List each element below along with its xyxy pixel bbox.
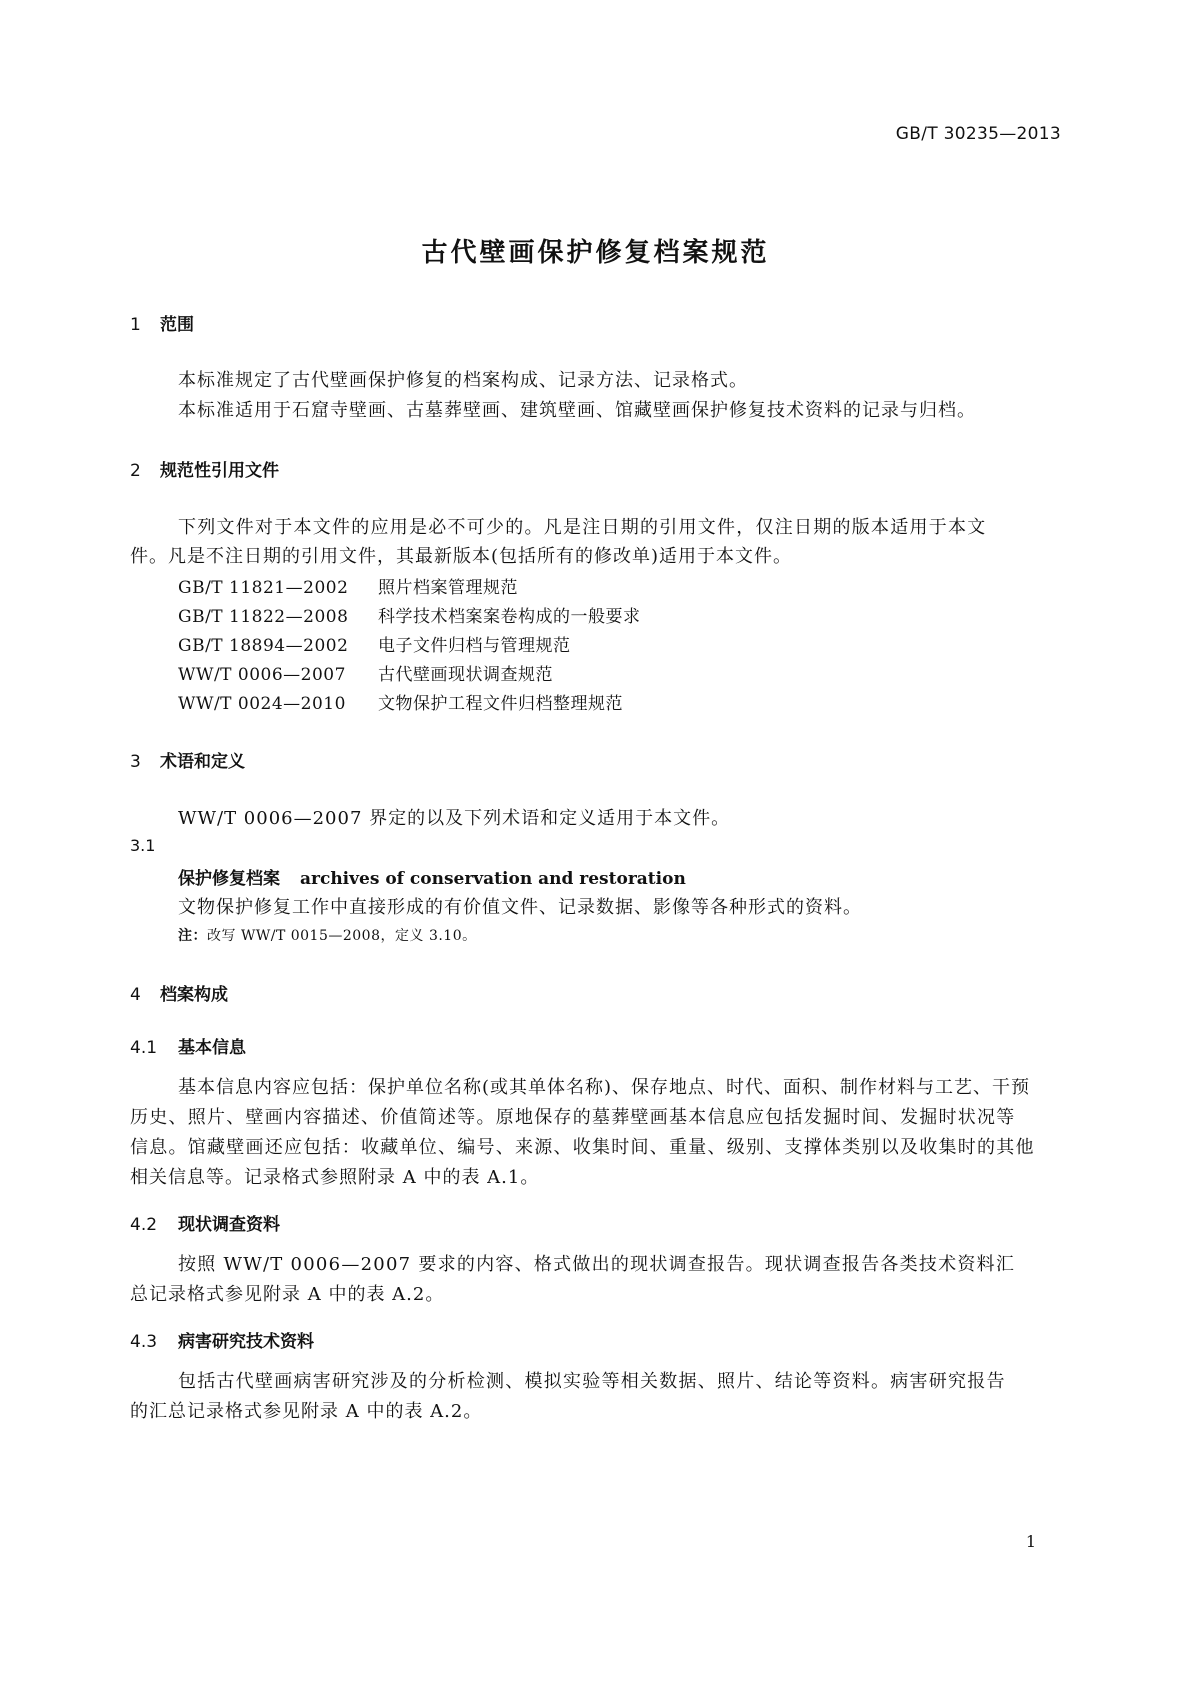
term-note xyxy=(178,925,477,945)
paragraph-line: 历史、照片、壁画内容描述、价值简述等。原地保存的墓葬壁画基本信息应包括发掘时间、发掘时状况等 xyxy=(130,1107,1016,1128)
page-number: 1 xyxy=(1025,1532,1036,1551)
reference-item xyxy=(178,602,641,627)
paragraph-line: 基本信息内容应包括：保护单位名称(或其单体名称)、保存地点、时代、面积、制作材料与工艺、干预 xyxy=(178,1077,1031,1098)
section-number: 3 xyxy=(130,752,141,772)
reference-item xyxy=(178,631,571,656)
reference-title: 照片档案管理规范 xyxy=(378,578,518,598)
reference-title: 电子文件归档与管理规范 xyxy=(378,636,571,656)
section-title: 范围 xyxy=(160,315,194,335)
reference-title: 文物保护工程文件归档整理规范 xyxy=(378,694,623,714)
term-number: 3.1 xyxy=(130,836,156,855)
subsection-title: 现状调查资料 xyxy=(178,1215,280,1235)
reference-item xyxy=(178,689,623,714)
paragraph: 本标准规定了古代壁画保护修复的档案构成、记录方法、记录格式。 xyxy=(178,370,748,391)
paragraph-line: 相关信息等。记录格式参照附录 A 中的表 A.1。 xyxy=(130,1167,540,1188)
section-number: 4 xyxy=(130,985,141,1005)
term-heading xyxy=(178,864,686,889)
reference-title: 科学技术档案案卷构成的一般要求 xyxy=(378,607,641,627)
section-title: 规范性引用文件 xyxy=(160,461,279,481)
subsection-4-2-heading xyxy=(130,1210,280,1235)
section-4-heading xyxy=(130,980,228,1005)
section-title: 档案构成 xyxy=(160,985,228,1005)
reference-item xyxy=(178,660,553,685)
standard-number: GB/T 30235—2013 xyxy=(895,124,1061,144)
document-title: 古代壁画保护修复档案规范 xyxy=(421,238,770,268)
term-name-zh: 保护修复档案 xyxy=(178,869,280,889)
paragraph-line: 的汇总记录格式参见附录 A 中的表 A.2。 xyxy=(130,1401,483,1422)
paragraph-line: 按照 WW/T 0006—2007 要求的内容、格式做出的现状调查报告。现状调查报告各类技术资料汇 xyxy=(178,1254,1016,1275)
reference-item xyxy=(178,573,518,598)
section-number: 2 xyxy=(130,461,141,481)
reference-code: WW/T 0006—2007 xyxy=(178,665,346,685)
section-3-heading xyxy=(130,747,245,772)
term-definition: 文物保护修复工作中直接形成的有价值文件、记录数据、影像等各种形式的资料。 xyxy=(178,897,862,918)
subsection-number: 4.1 xyxy=(130,1038,158,1058)
note-text: 改写 WW/T 0015—2008，定义 3.10。 xyxy=(207,928,477,944)
paragraph: WW/T 0006—2007 界定的以及下列术语和定义适用于本文件。 xyxy=(178,808,731,829)
section-title: 术语和定义 xyxy=(160,752,245,772)
subsection-4-1-heading xyxy=(130,1033,246,1058)
reference-code: GB/T 11822—2008 xyxy=(178,607,349,627)
reference-code: GB/T 11821—2002 xyxy=(178,578,349,598)
subsection-number: 4.3 xyxy=(130,1332,158,1352)
term-name-en: archives of conservation and restoration xyxy=(300,869,686,889)
paragraph-line: 信息。馆藏壁画还应包括：收藏单位、编号、来源、收集时间、重量、级别、支撑体类别以及收集时的其他 xyxy=(130,1137,1035,1158)
subsection-number: 4.2 xyxy=(130,1215,158,1235)
section-1-heading xyxy=(130,310,194,335)
note-label: 注： xyxy=(178,928,207,944)
paragraph-line: 总记录格式参见附录 A 中的表 A.2。 xyxy=(130,1284,445,1305)
paragraph-line: 包括古代壁画病害研究涉及的分析检测、模拟实验等相关数据、照片、结论等资料。病害研究报告 xyxy=(178,1371,1006,1392)
subsection-title: 基本信息 xyxy=(178,1038,246,1058)
paragraph-line: 件。凡是不注日期的引用文件，其最新版本(包括所有的修改单)适用于本文件。 xyxy=(130,546,793,567)
paragraph: 本标准适用于石窟寺壁画、古墓葬壁画、建筑壁画、馆藏壁画保护修复技术资料的记录与归档。 xyxy=(178,400,976,421)
paragraph-line: 下列文件对于本文件的应用是必不可少的。凡是注日期的引用文件，仅注日期的版本适用于本文 xyxy=(178,517,987,538)
reference-code: GB/T 18894—2002 xyxy=(178,636,349,656)
reference-title: 古代壁画现状调查规范 xyxy=(378,665,553,685)
reference-code: WW/T 0024—2010 xyxy=(178,694,346,714)
section-number: 1 xyxy=(130,315,141,335)
subsection-4-3-heading xyxy=(130,1327,314,1352)
subsection-title: 病害研究技术资料 xyxy=(178,1332,314,1352)
section-2-heading xyxy=(130,456,279,481)
